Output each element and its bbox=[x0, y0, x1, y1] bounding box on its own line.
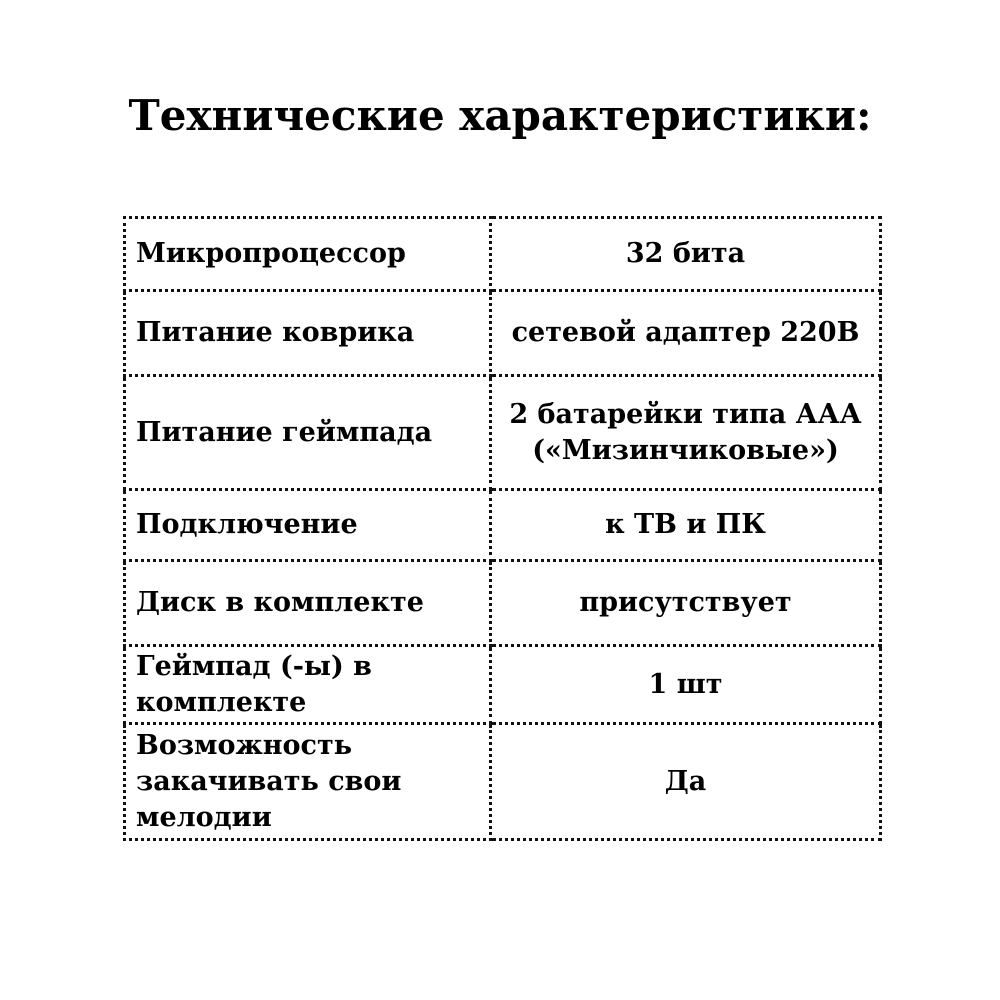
table-row bbox=[125, 291, 881, 376]
spec-label: Питание коврика bbox=[125, 291, 491, 376]
spec-label: Подключение bbox=[125, 490, 491, 561]
table-row bbox=[125, 490, 881, 561]
specs-table bbox=[123, 216, 882, 841]
table-row bbox=[125, 376, 881, 490]
table-row bbox=[125, 218, 881, 291]
spec-value: 32 бита bbox=[491, 218, 881, 291]
spec-label: Диск в комплекте bbox=[125, 561, 491, 646]
table-row bbox=[125, 561, 881, 646]
spec-value: присутствует bbox=[491, 561, 881, 646]
table-row bbox=[125, 724, 881, 840]
spec-label: Геймпад (-ы) в комплекте bbox=[125, 646, 491, 724]
spec-value: к ТВ и ПК bbox=[491, 490, 881, 561]
spec-label: Микропроцессор bbox=[125, 218, 491, 291]
spec-label: Питание геймпада bbox=[125, 376, 491, 490]
table-row bbox=[125, 646, 881, 724]
page-title: Технические характеристики: bbox=[128, 91, 872, 140]
spec-value: сетевой адаптер 220В bbox=[491, 291, 881, 376]
spec-value: 2 батарейки типа ААА («Мизинчиковые») bbox=[491, 376, 881, 490]
spec-value: Да bbox=[491, 724, 881, 840]
spec-label: Возможность закачивать свои мелодии bbox=[125, 724, 491, 840]
spec-value: 1 шт bbox=[491, 646, 881, 724]
